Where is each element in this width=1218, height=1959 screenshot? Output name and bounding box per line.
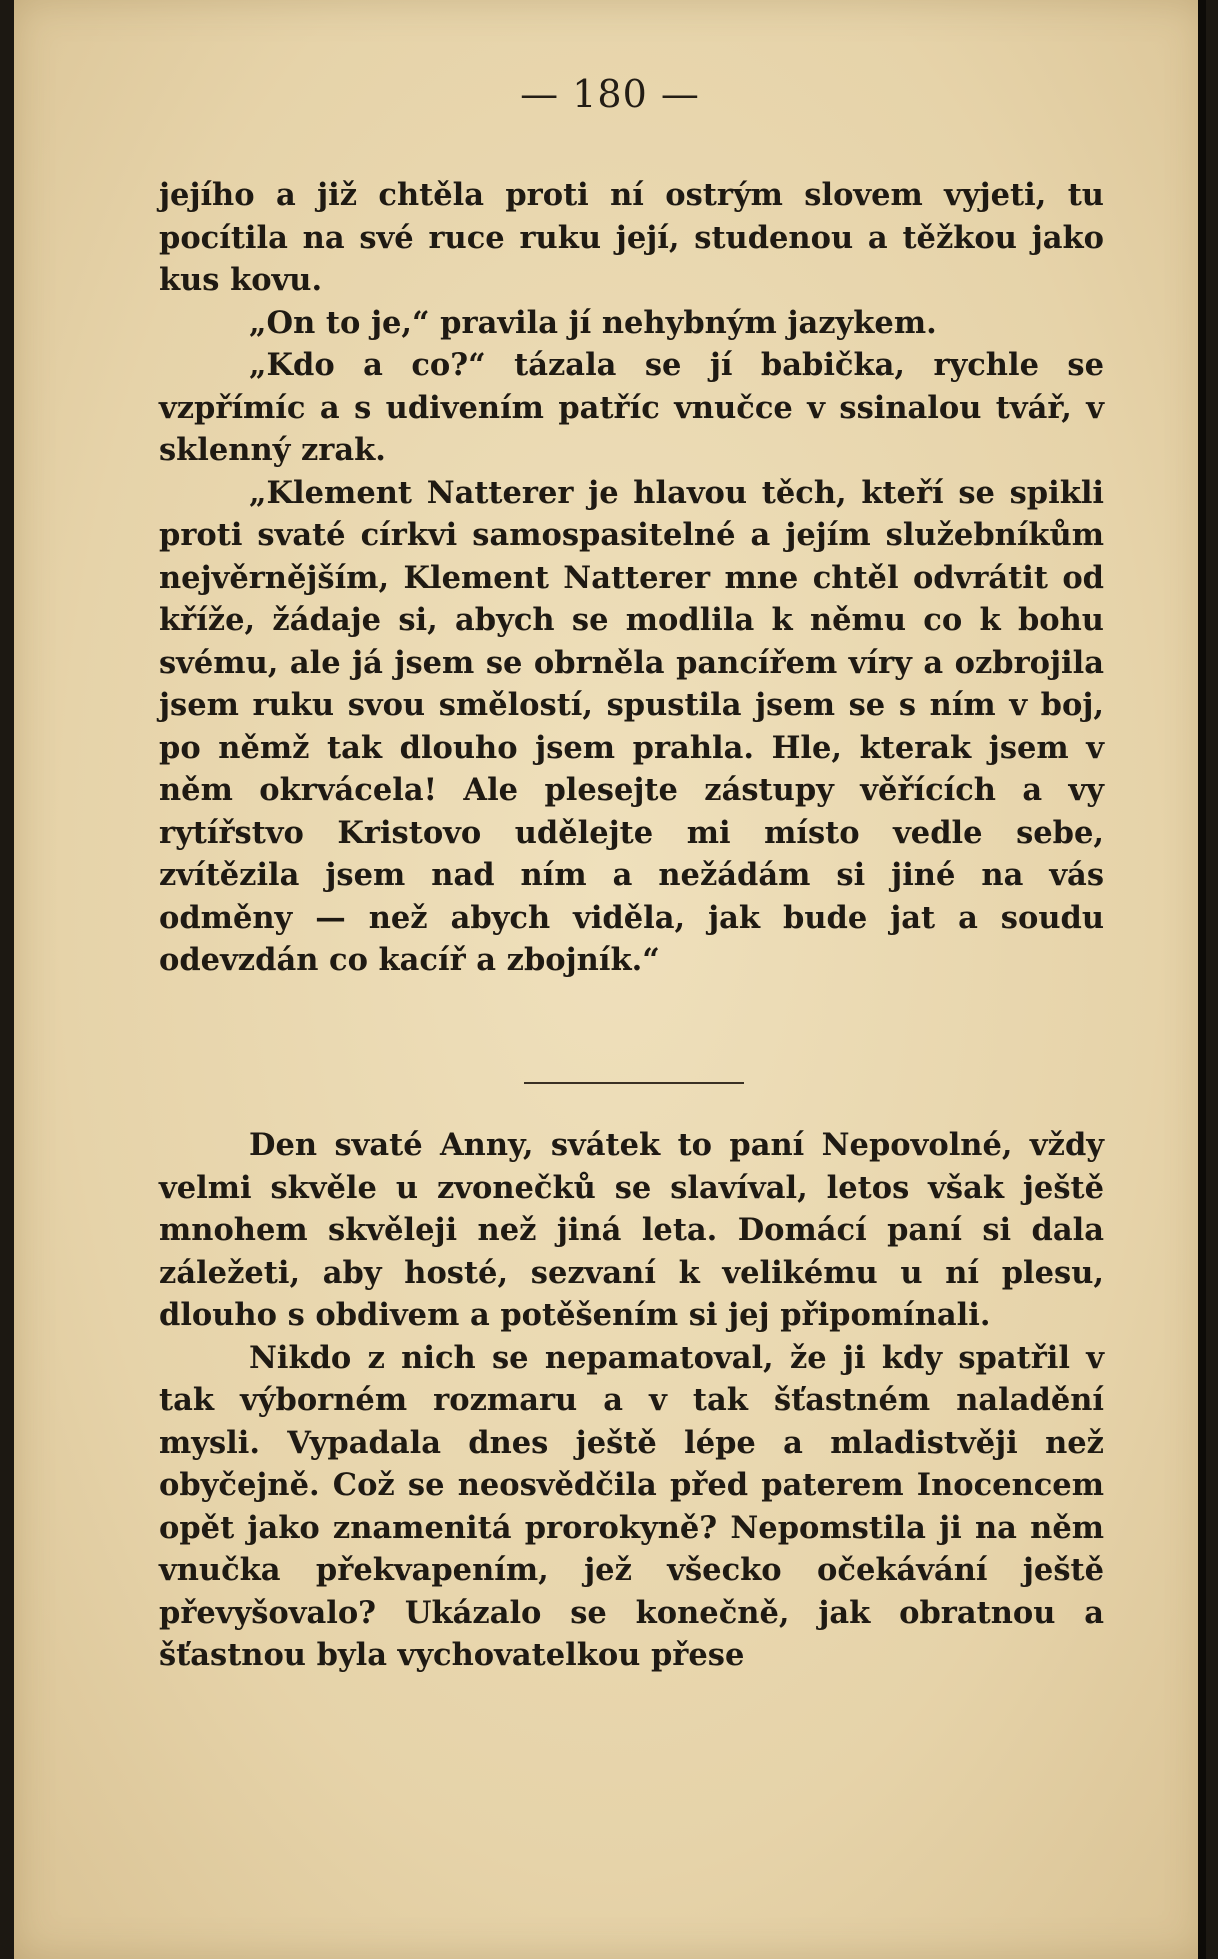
book-page (14, 0, 1206, 1959)
text-section-2 (159, 1124, 1104, 1677)
page-number-header: — 180 — (520, 72, 700, 116)
section-divider (524, 1082, 744, 1084)
paragraph: Nikdo z nich se nepamatoval, že ji kdy spatřil v tak výborném rozmaru a v tak šťastném naladění mysli. Vypadala dnes ještě lépe a mladistvěji než obyčejně. Což se neosvědčila před paterem Inocencem opět jako znamenitá prorokyně? Nepomstila ji na něm vnučka překvapením, jež všecko očekávání ještě převyšovalo? Ukázalo se konečně, jak obratnou a šťastnou byla vychovatelkou přese (159, 1339, 1104, 1673)
book-spine-edge (1198, 0, 1206, 1959)
paragraph: Den svaté Anny, svátek to paní Nepovolné, vždy velmi skvěle u zvonečků se slavíval, letos však ještě mnohem skvěleji než jiná leta. Domácí paní si dala záležeti, aby hosté, sezvaní k velikému u ní plesu, dlouho s obdivem a potěšením si jej připomínali. (159, 1127, 1104, 1333)
paragraph: „On to je,“ pravila jí nehybným jazykem. (249, 304, 937, 341)
paragraph: jejího a již chtěla proti ní ostrým slovem vyjeti, tu pocítila na své ruce ruku její, studenou a těžkou jako kus kovu. (159, 177, 1104, 298)
paragraph: „Klement Natterer je hlavou těch, kteří se spikli proti svaté církvi samospasitelné a jejím služebníkům nejvěrnějším, Klement Natterer mne chtěl odvrátit od kříže, žádaje si, abych se modlila k němu co k bohu svému, ale já jsem se obrněla pancířem víry a ozbrojila jsem ruku svou smělostí, spustila jsem se s ním v boj, po němž tak dlouho jsem prahla. Hle, kterak jsem v něm okrvácela! Ale plesejte zástupy věřících a vy rytířstvo Kristovo udělejte mi místo vedle sebe, zvítězila jsem nad ním a nežádám si jiné na vás odměny — než abych viděla, jak bude jat a soudu odevzdán co kacíř a zbojník.“ (159, 474, 1104, 978)
paragraph: „Kdo a co?“ tázala se jí babička, rychle se vzpřímíc a s udivením patříc vnučce v ssinalou tvář, v sklenný zrak. (159, 347, 1104, 468)
text-section-1 (159, 174, 1104, 982)
